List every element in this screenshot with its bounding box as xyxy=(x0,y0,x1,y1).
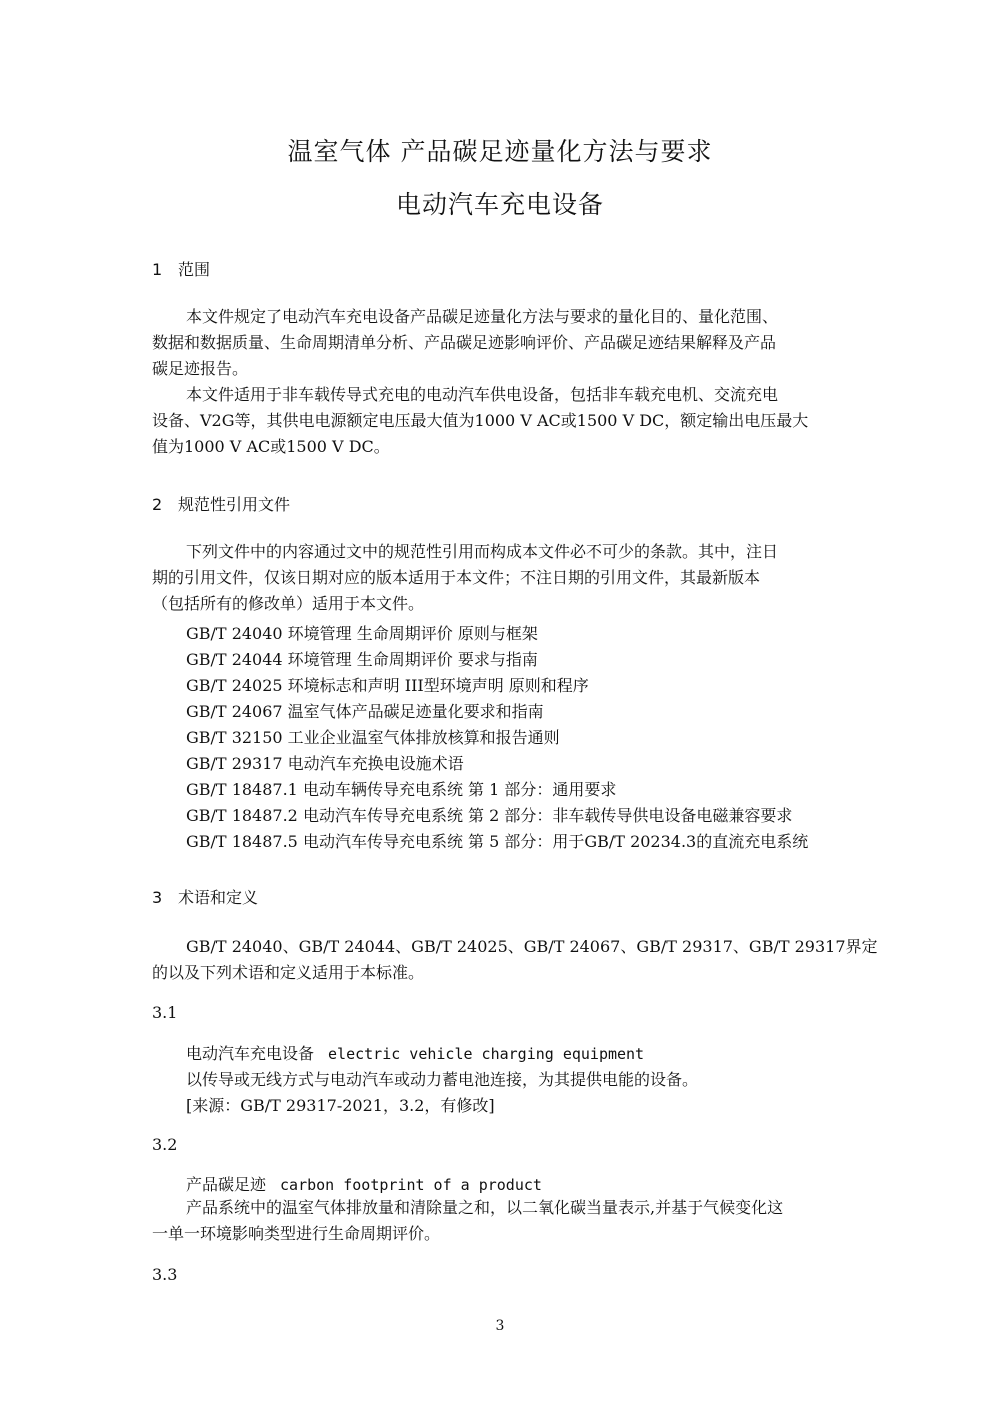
text-line: 本文件规定了电动汽车充电设备产品碳足迹量化方法与要求的量化目的、量化范围、 xyxy=(186,307,779,326)
clause-number: 3.1 xyxy=(152,1003,178,1022)
text-line: 期的引用文件，仅该日期对应的版本适用于本文件；不注日期的引用文件，其最新版本 xyxy=(152,568,761,587)
text-line: GB/T 24040、GB/T 24044、GB/T 24025、GB/T 24067、GB/T 29317、GB/T 29317界定 xyxy=(186,937,878,956)
section-title: 范围 xyxy=(178,260,211,279)
section-2-heading xyxy=(152,492,290,515)
section-1-paragraph-1 xyxy=(152,304,852,382)
page-number: 3 xyxy=(495,1318,505,1334)
term-english: electric vehicle charging equipment xyxy=(328,1045,645,1063)
term-heading xyxy=(186,1172,542,1195)
text-line: 值为1000 V AC或1500 V DC。 xyxy=(152,437,390,456)
text-line: 碳足迹报告。 xyxy=(152,359,249,378)
section-3-heading xyxy=(152,885,258,908)
section-number: 2 xyxy=(152,495,163,514)
section-number: 1 xyxy=(152,260,163,279)
text-line: 设备、V2G等，其供电电源额定电压最大值为1000 V AC或1500 V DC，额定输出电压最大 xyxy=(152,411,809,430)
clause-number: 3.2 xyxy=(152,1135,178,1154)
term-source-note: [来源：GB/T 29317-2021，3.2，有修改] xyxy=(186,1096,495,1115)
text-line: 数据和数据质量、生命周期清单分析、产品碳足迹影响评价、产品碳足迹结果解释及产品 xyxy=(152,333,777,352)
text-line: 的以及下列术语和定义适用于本标准。 xyxy=(152,963,425,982)
text-line: 本文件适用于非车载传导式充电的电动汽车供电设备，包括非车载充电机、交流充电 xyxy=(186,385,779,404)
reference-item: GB/T 29317 电动汽车充换电设施术语 xyxy=(186,754,464,773)
text-line: 产品系统中的温室气体排放量和清除量之和，以二氧化碳当量表示,并基于气候变化这 xyxy=(186,1198,784,1217)
reference-item: GB/T 32150 工业企业温室气体排放核算和报告通则 xyxy=(186,728,560,747)
section-title: 规范性引用文件 xyxy=(178,495,291,514)
document-title: 温室气体 产品碳足迹量化方法与要求 xyxy=(287,137,713,166)
term-english: carbon footprint of a product xyxy=(280,1176,542,1194)
section-3-intro xyxy=(152,934,878,986)
term-chinese: 电动汽车充电设备 xyxy=(186,1044,315,1063)
term-definition: 以传导或无线方式与电动汽车或动力蓄电池连接，为其提供电能的设备。 xyxy=(186,1070,699,1089)
reference-item: GB/T 18487.1 电动车辆传导充电系统 第 1 部分：通用要求 xyxy=(186,780,617,799)
term-chinese: 产品碳足迹 xyxy=(186,1175,267,1194)
term-heading xyxy=(186,1041,644,1064)
section-1-paragraph-2 xyxy=(152,382,852,460)
section-2-intro xyxy=(152,539,852,617)
term-definition xyxy=(152,1195,866,1247)
clause-number: 3.3 xyxy=(152,1265,178,1284)
text-line: 一单一环境影响类型进行生命周期评价。 xyxy=(152,1224,441,1243)
reference-item: GB/T 18487.2 电动汽车传导充电系统 第 2 部分：非车载传导供电设备电磁兼容要求 xyxy=(186,806,793,825)
text-line: 下列文件中的内容通过文中的规范性引用而构成本文件必不可少的条款。其中，注日 xyxy=(186,542,779,561)
document-subtitle: 电动汽车充电设备 xyxy=(395,190,604,219)
reference-item: GB/T 24044 环境管理 生命周期评价 要求与指南 xyxy=(186,650,538,669)
reference-item: GB/T 24025 环境标志和声明 III型环境声明 原则和程序 xyxy=(186,676,589,695)
section-title: 术语和定义 xyxy=(178,888,259,907)
section-1-heading xyxy=(152,257,210,280)
reference-item: GB/T 24067 温室气体产品碳足迹量化要求和指南 xyxy=(186,702,544,721)
reference-item: GB/T 24040 环境管理 生命周期评价 原则与框架 xyxy=(186,624,538,643)
reference-item: GB/T 18487.5 电动汽车传导充电系统 第 5 部分：用于GB/T 20234.3的直流充电系统 xyxy=(186,832,809,851)
text-line: （包括所有的修改单）适用于本文件。 xyxy=(152,594,425,613)
section-number: 3 xyxy=(152,888,163,907)
